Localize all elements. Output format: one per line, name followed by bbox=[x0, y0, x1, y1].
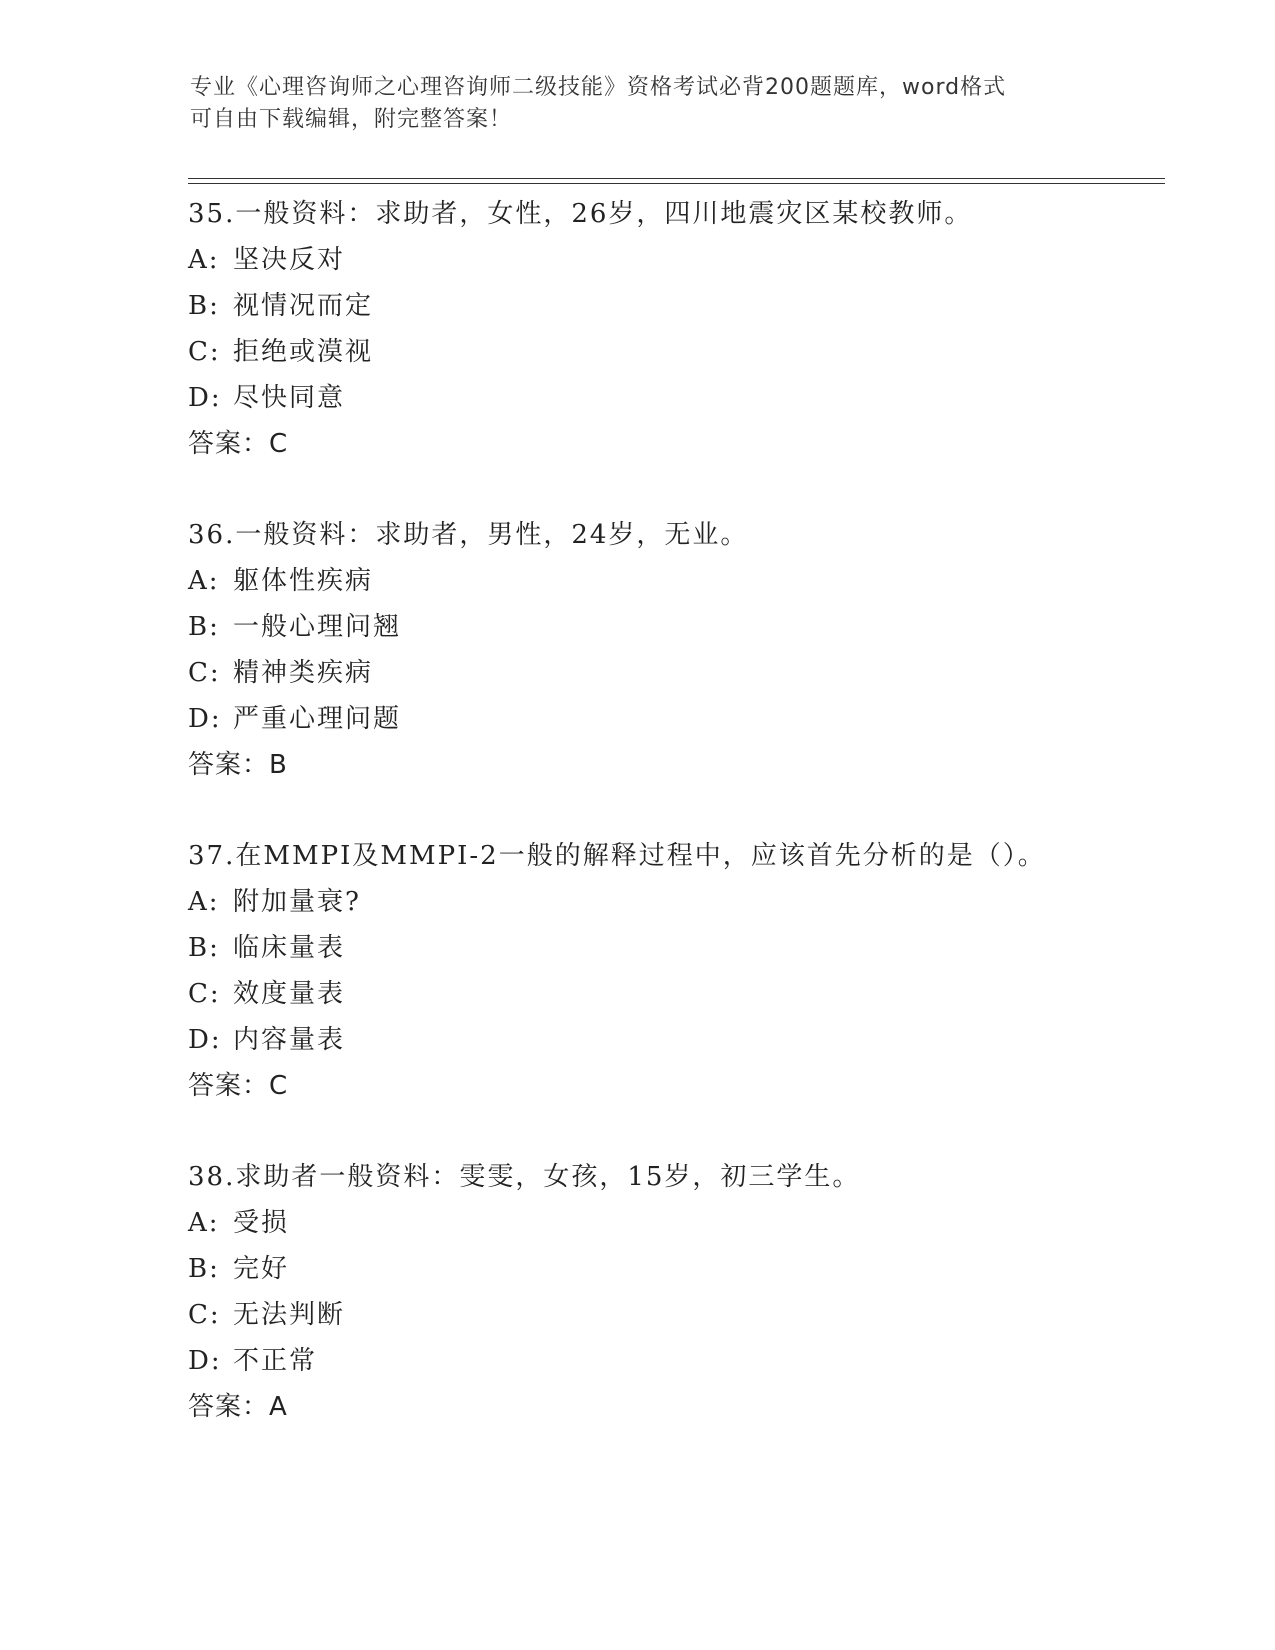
option-key: A: bbox=[188, 566, 220, 596]
option-a bbox=[188, 1200, 1148, 1246]
option-d bbox=[188, 375, 1148, 421]
option-key: B: bbox=[188, 933, 220, 963]
question-list bbox=[188, 191, 1148, 1475]
question-35 bbox=[188, 191, 1148, 467]
option-key: B: bbox=[188, 612, 220, 642]
header-line-2: 可自由下载编辑，附完整答案！ bbox=[190, 107, 513, 132]
option-b bbox=[188, 604, 1148, 650]
option-text: 效度量表 bbox=[233, 979, 346, 1009]
option-d bbox=[188, 1017, 1148, 1063]
question-stem: 38.求助者一般资料：雯雯，女孩，15岁，初三学生。 bbox=[188, 1162, 861, 1192]
option-text: 拒绝或漠视 bbox=[233, 337, 374, 367]
question-stem: 37.在MMPI及MMPI-2一般的解释过程中，应该首先分析的是（）。 bbox=[188, 841, 1046, 871]
option-key: C: bbox=[188, 337, 221, 367]
option-c bbox=[188, 650, 1148, 696]
option-text: 无法判断 bbox=[233, 1300, 346, 1330]
header-divider-top bbox=[188, 178, 1165, 179]
question-stem: 36.一般资料：求助者，男性，24岁，无业。 bbox=[188, 520, 749, 550]
option-a bbox=[188, 879, 1148, 925]
option-text: 临床量表 bbox=[233, 933, 346, 963]
option-text: 内容量表 bbox=[233, 1025, 346, 1055]
option-key: D: bbox=[188, 704, 222, 734]
option-key: A: bbox=[188, 887, 220, 917]
option-text: 不正常 bbox=[233, 1346, 318, 1376]
option-key: D: bbox=[188, 383, 222, 413]
option-key: C: bbox=[188, 658, 221, 688]
question-38 bbox=[188, 1154, 1148, 1430]
option-text: 坚决反对 bbox=[233, 245, 346, 275]
option-key: A: bbox=[188, 1208, 220, 1238]
option-a bbox=[188, 558, 1148, 604]
option-text: 受损 bbox=[233, 1208, 290, 1238]
option-b bbox=[188, 1246, 1148, 1292]
header-line-1: 专业《心理咨询师之心理咨询师二级技能》资格考试必背200题题库，word格式 bbox=[190, 75, 1007, 100]
question-stem: 35.一般资料：求助者，女性，26岁，四川地震灾区某校教师。 bbox=[188, 199, 973, 229]
option-text: 躯体性疾病 bbox=[233, 566, 374, 596]
answer-line: 答案：A bbox=[188, 1392, 288, 1422]
answer-line: 答案：C bbox=[188, 429, 289, 459]
option-c bbox=[188, 329, 1148, 375]
option-text: 附加量衰? bbox=[233, 887, 361, 917]
header-divider-bottom bbox=[188, 183, 1165, 184]
question-36 bbox=[188, 512, 1148, 788]
question-37 bbox=[188, 833, 1148, 1109]
option-c bbox=[188, 1292, 1148, 1338]
option-text: 一般心理问翘 bbox=[233, 612, 402, 642]
answer-line: 答案：C bbox=[188, 1071, 289, 1101]
option-text: 视情况而定 bbox=[233, 291, 374, 321]
option-b bbox=[188, 925, 1148, 971]
option-text: 尽快同意 bbox=[233, 383, 346, 413]
option-b bbox=[188, 283, 1148, 329]
option-key: C: bbox=[188, 979, 221, 1009]
option-d bbox=[188, 696, 1148, 742]
option-text: 完好 bbox=[233, 1254, 290, 1284]
option-text: 精神类疾病 bbox=[233, 658, 374, 688]
document-header bbox=[190, 72, 1090, 136]
option-key: D: bbox=[188, 1025, 222, 1055]
option-key: A: bbox=[188, 245, 220, 275]
option-key: B: bbox=[188, 291, 220, 321]
answer-line: 答案：B bbox=[188, 750, 288, 780]
option-key: B: bbox=[188, 1254, 220, 1284]
option-d bbox=[188, 1338, 1148, 1384]
option-key: D: bbox=[188, 1346, 222, 1376]
option-text: 严重心理问题 bbox=[233, 704, 402, 734]
option-c bbox=[188, 971, 1148, 1017]
option-key: C: bbox=[188, 1300, 221, 1330]
option-a bbox=[188, 237, 1148, 283]
